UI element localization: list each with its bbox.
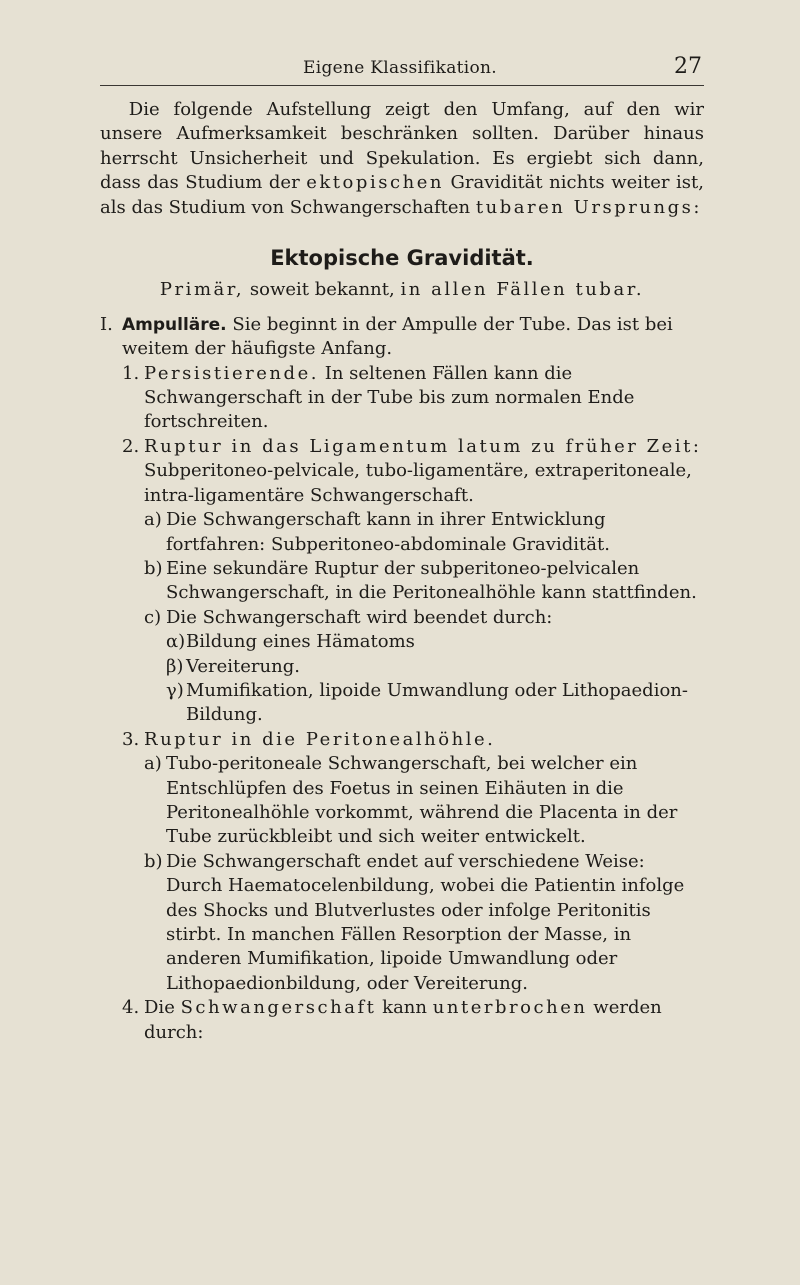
intro-paragraph [100,98,704,220]
item-label: Ruptur in die Peritonealhöhle. [144,728,496,750]
greek-text: Mumifikation, lipoide Umwandlung oder Lithopaedion-Bildung. [186,679,688,726]
page-number: 27 [674,54,702,79]
sub-item [144,606,704,728]
body-text [100,98,704,1045]
section-marker: I. [100,313,113,335]
item-label: Schwangerschaft [180,997,377,1019]
greek-marker: α) [166,631,186,653]
item-text: werden durch: [144,997,662,1043]
list-item [122,362,704,435]
item-body [144,362,704,435]
intro-text-mid: Gravidität nichts weiter ist, als das Studium von Schwangerschaften [100,172,704,218]
sub-item [144,557,704,606]
item-label-prefix: Die [144,997,175,1019]
item-marker: 1. [122,362,140,384]
item-label-emphasis: unterbrochen [432,997,588,1019]
sub-item [144,508,704,557]
intro-emphasis-2: tubaren Ursprungs: [475,196,703,218]
greek-marker: β) [166,655,184,677]
running-title: Eigene Klassifikation. [303,58,497,78]
section-heading: Ektopische Gravidität. [270,246,534,271]
list-item [122,996,704,1045]
sub-text: Eine sekundäre Ruptur der subperitoneo-pelvicalen Schwangerschaft, in die Peritonealhöhle kann stattfinden. [166,557,697,604]
item-label: Ruptur in das Ligamentum latum zu früher Zeit: [144,435,702,457]
greek-item [166,679,704,728]
item-label-mid: kann [382,997,427,1019]
sub-text: Tubo-peritoneale Schwangerschaft, bei welcher ein Entschlüpfen des Foetus in seinen Eihäuten in die Peritonealhöhle vorkommt, während die Placenta in der Tube zurückbleibt und sich weiter entwickelt. [166,753,678,848]
sub-text: Die Schwangerschaft endet auf verschiedene Weise: Durch Haematocelenbildung, wobei die Patientin infolge des Shocks und Blutverlustes oder infolge Peritonitis stirbt. In manchen Fällen Resorption der Masse, in anderen Mumifikation, lipoide Umwandlung oder Lithopaedionbildung, oder Vereiterung. [166,850,685,994]
greek-text: Vereiterung. [186,655,300,677]
sub-marker: b) [144,557,163,579]
greek-marker: γ) [166,679,184,701]
sub-item [144,752,704,850]
subtitle [100,278,704,302]
sub-marker: a) [144,509,162,531]
header-rule [100,85,704,86]
list-item [122,728,704,996]
intro-text: Die folgende Aufstellung zeigt den Umfang, auf den wir unsere Aufmerksamkeit beschränken sollten. Darüber hinaus herrscht Unsicherheit und Spekulation. Es ergiebt sich dann, dass das Studium der [100,99,704,194]
item-text: In seltenen Fällen kann die Schwangerschaft in der Tube bis zum normalen Ende fortschreiten. [144,362,635,433]
subtitle-suffix: in allen Fällen tubar. [400,279,645,301]
sub-marker: a) [144,753,162,775]
section-ampullaere [100,313,704,1045]
subtitle-prefix: Primär, [159,279,245,301]
section-text: Sie beginnt in der Ampulle der Tube. Das ist bei weitem der häufigste Anfang. [122,313,673,360]
item-body [144,996,704,1045]
item-marker: 3. [122,728,140,750]
sub-marker: c) [144,606,162,628]
item-body [144,435,704,508]
item-text: Subperitoneo-pelvicale, tubo-ligamentäre, extraperitoneale, intra-ligamentäre Schwangerschaft. [144,460,692,506]
section-lead [122,313,704,362]
page-header [0,54,800,86]
item-marker: 4. [122,997,140,1019]
item-body [144,728,704,752]
greek-item [166,655,704,679]
subtitle-middle: soweit bekannt, [249,279,395,301]
sub-text: Die Schwangerschaft wird beendet durch: [166,606,553,628]
sub-text: Die Schwangerschaft kann in ihrer Entwicklung fortfahren: Subperitoneo-abdominale Gravidität. [166,509,610,555]
intro-emphasis-1: ektopischen [306,172,444,194]
sub-item [144,850,704,996]
item-marker: 2. [122,435,140,457]
list-item [122,435,704,728]
greek-item [166,630,704,654]
greek-text: Bildung eines Hämatoms [186,631,415,653]
item-label: Persistierende. [144,362,319,384]
section-title: Ampulläre. [122,314,227,335]
sub-marker: b) [144,850,163,872]
